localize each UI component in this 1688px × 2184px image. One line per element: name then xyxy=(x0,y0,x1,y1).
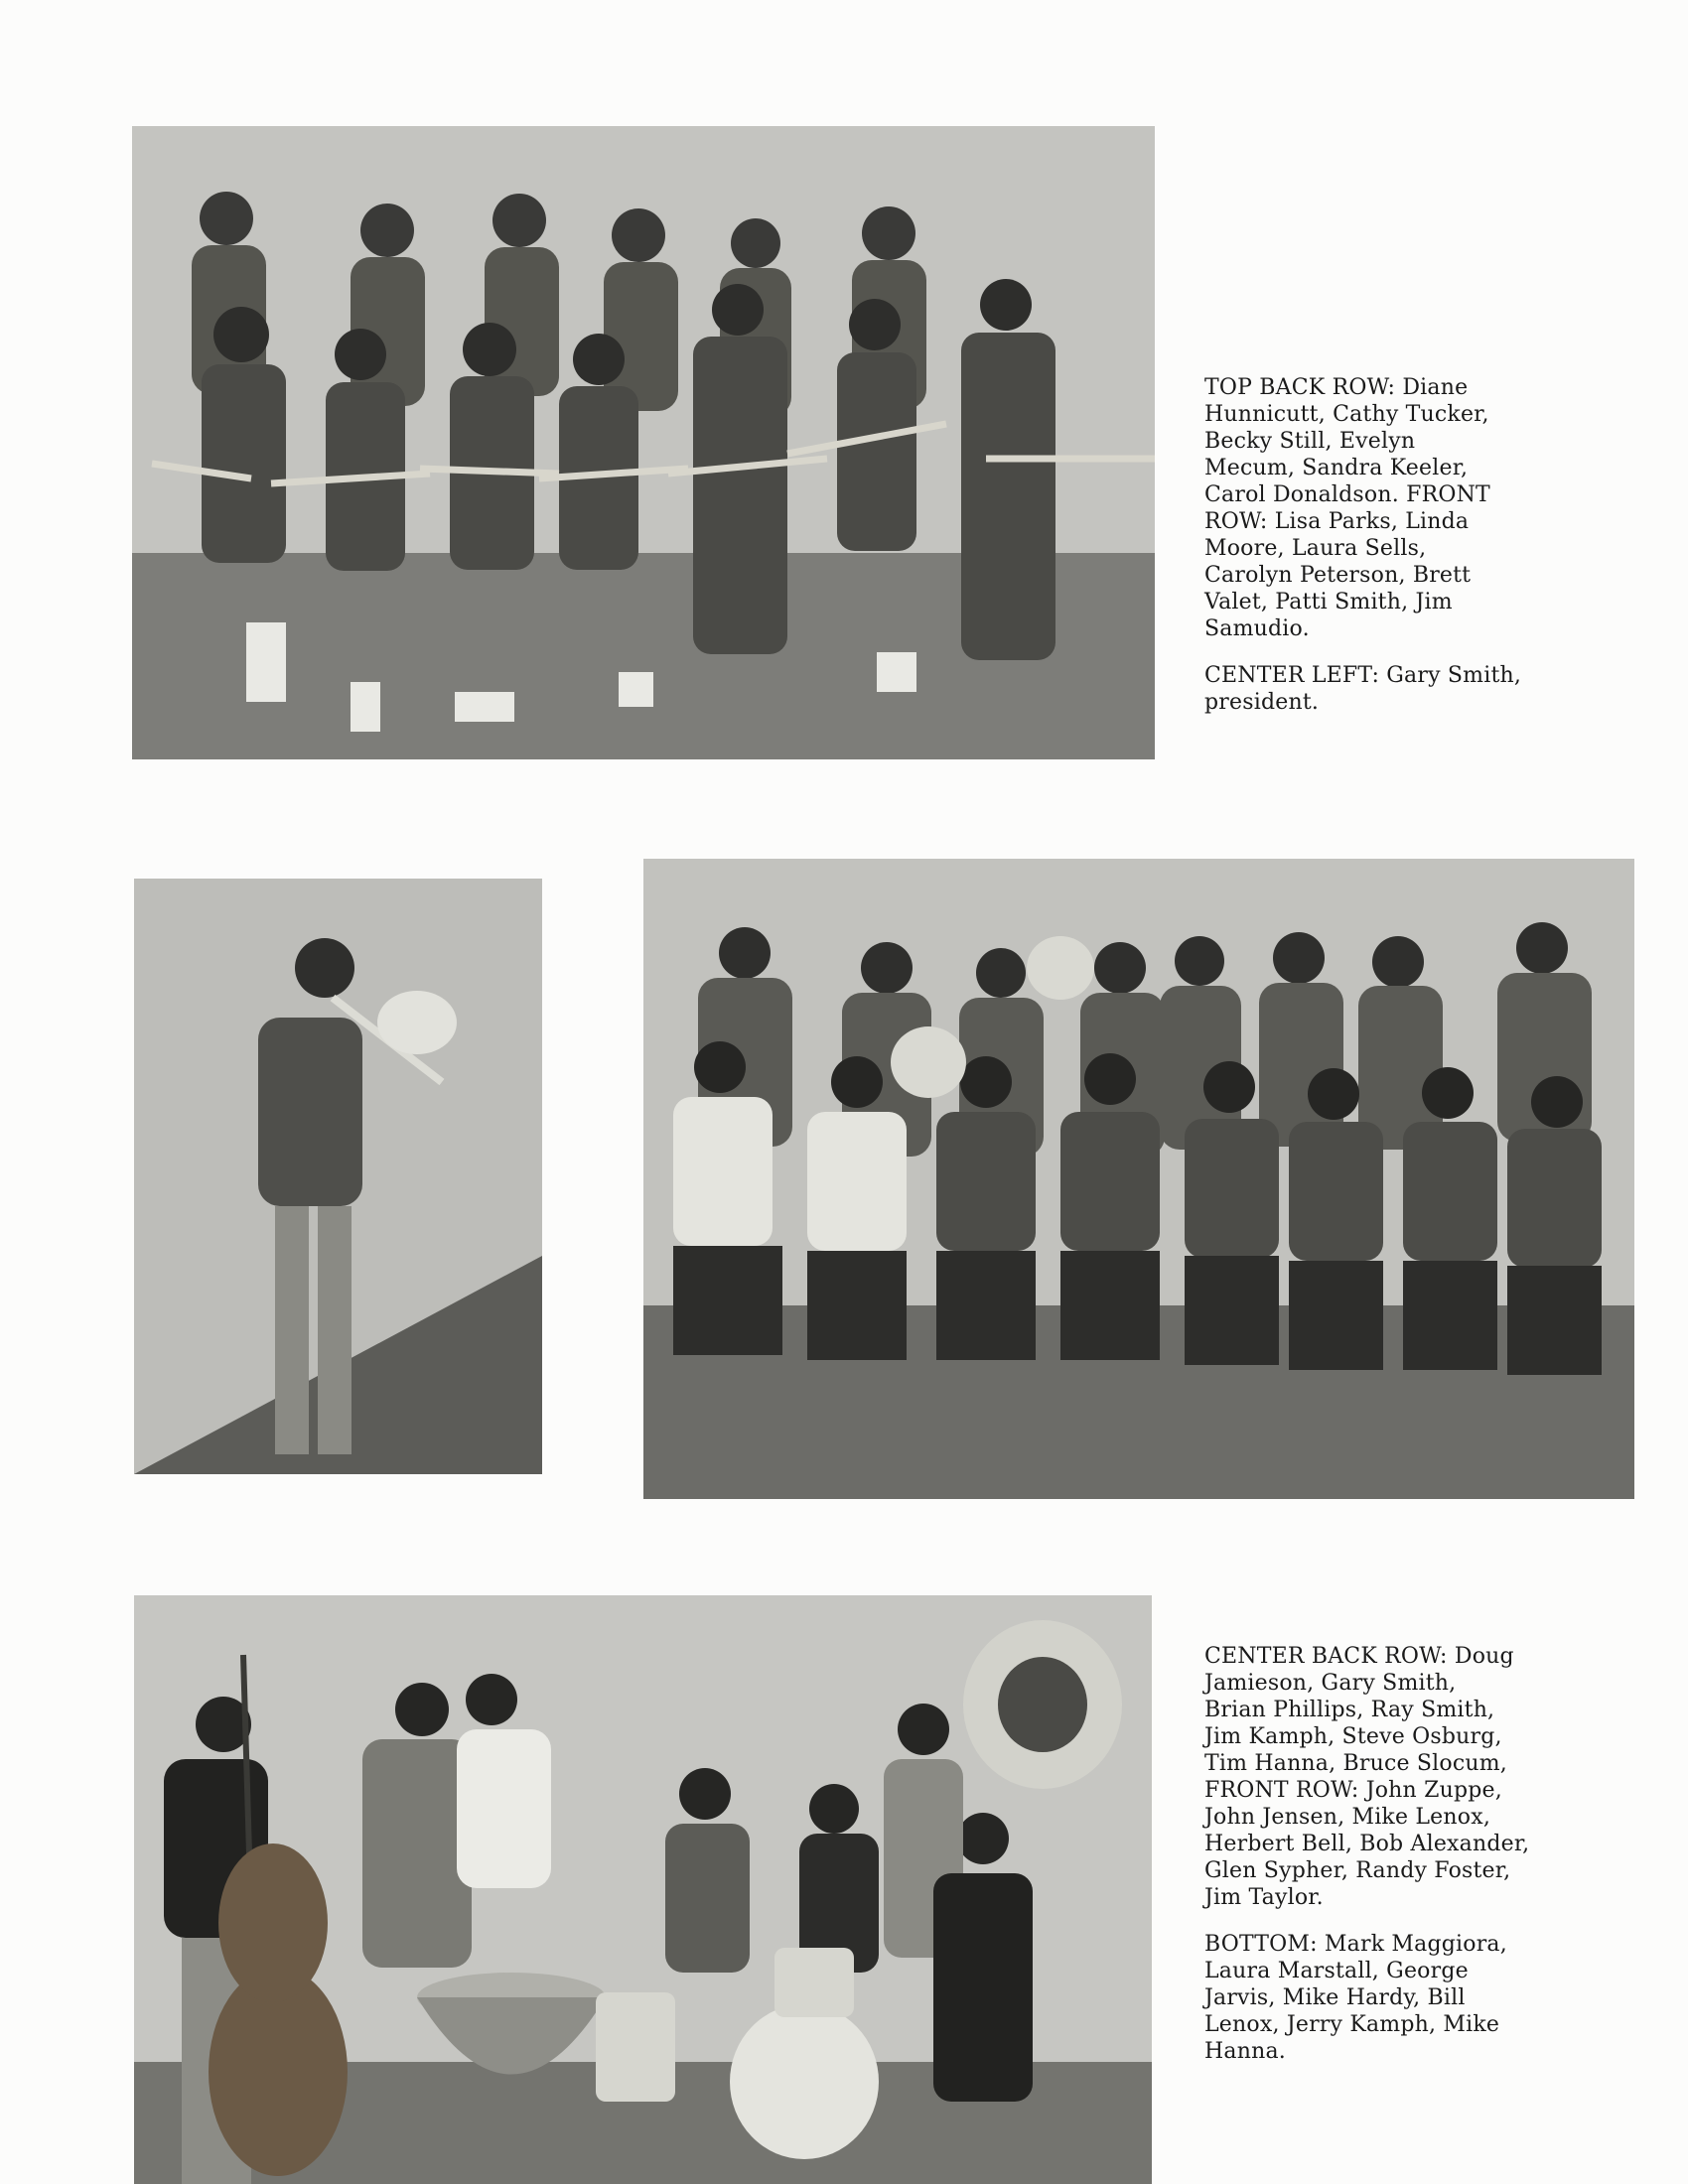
photo-rhythm-section xyxy=(134,1595,1152,2184)
photo-saxophone-section xyxy=(132,126,1155,759)
caption-top-back-row: TOP BACK ROW: Diane Hunnicutt, Cathy Tucker, Becky Still, Evelyn Mecum, Sandra Keeler, Carol Donaldson. FRONT ROW: Lisa Parks, Linda Moore, Laura Sells, Carolyn Peterson, Brett Valet, Patti Smith, Jim Samudio. xyxy=(1204,375,1490,641)
caption-center-left: CENTER LEFT: Gary Smith, president. xyxy=(1204,663,1522,715)
caption-bottom xyxy=(1204,1643,1621,2085)
caption-center-back-row: CENTER BACK ROW: Doug Jamieson, Gary Smith, Brian Phillips, Ray Smith, Jim Kamph, Steve Osburg, Tim Hanna, Bruce Slocum, FRONT ROW: John Zuppe, John Jensen, Mike Lenox, Herbert Bell, Bob Alexander, Glen Sypher, Randy Foster, Jim Taylor. xyxy=(1204,1644,1530,1910)
caption-top xyxy=(1204,374,1602,736)
caption-bottom-row: BOTTOM: Mark Maggiora, Laura Marstall, George Jarvis, Mike Hardy, Bill Lenox, Jerry Kamph, Mike Hanna. xyxy=(1204,1932,1507,2064)
photo-trombone-player xyxy=(134,879,542,1474)
photo-brass-section xyxy=(643,859,1634,1499)
